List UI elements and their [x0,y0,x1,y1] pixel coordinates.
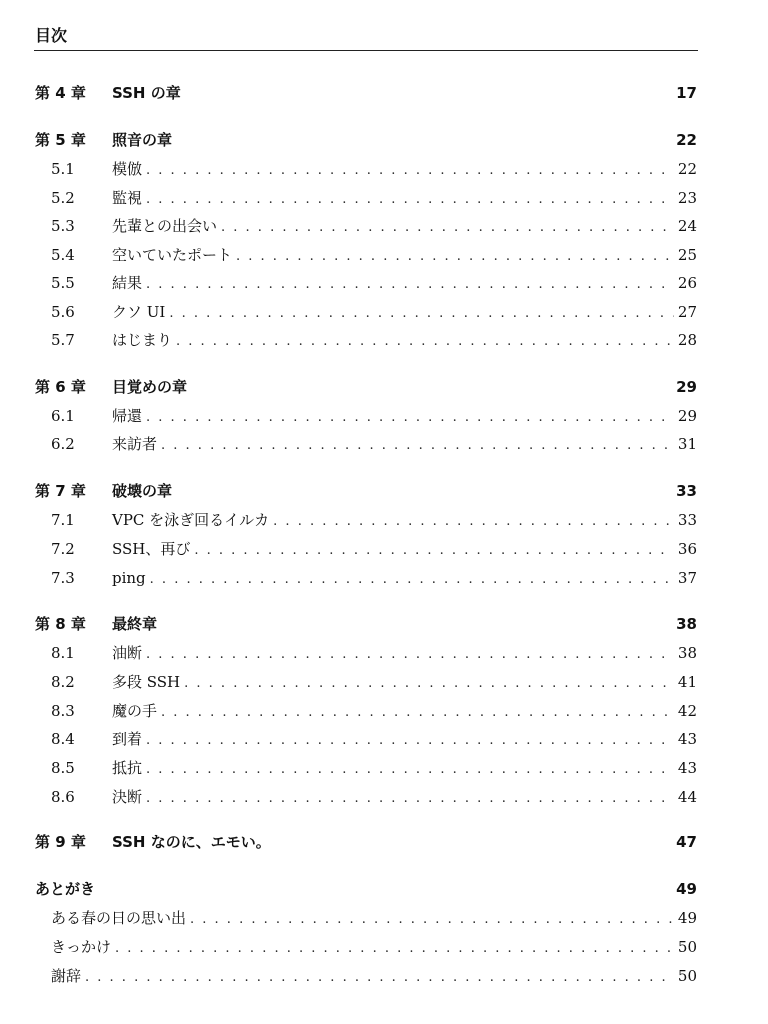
section-title: 多段 SSH [112,670,184,694]
section-number: 6.2 [51,435,75,453]
dot-leader [190,908,674,932]
section-number: 8.6 [51,788,75,806]
chapter-title: 目覚めの章 [112,378,188,396]
chapter-6[interactable] [0,375,768,399]
section-number: 8.3 [51,702,75,720]
section-7-2[interactable] [0,537,768,561]
dot-leader [236,245,674,269]
dot-leader [161,434,674,458]
section-page: 27 [677,303,697,321]
section-title: 帰還 [112,404,146,428]
chapter-8[interactable] [0,612,768,636]
chapter-title: 破壊の章 [112,482,173,500]
dot-leader [146,188,674,212]
section-8-5[interactable] [0,756,768,780]
section-number: 5.5 [51,274,75,292]
section-title: 来訪者 [112,432,161,456]
section-title: ある春の日の思い出 [51,906,190,930]
toc-title: 目次 [35,26,68,45]
chapter-page: 22 [676,131,697,149]
section-title: クソ UI [112,300,169,324]
section-title: SSH、再び [112,537,194,561]
dot-leader [146,406,674,430]
section-8-6[interactable] [0,785,768,809]
chapter-number: 第 5 章 [35,131,86,149]
section-page: 38 [677,644,697,662]
section-title: VPC を泳ぎ回るイルカ [112,508,273,532]
section-number: 5.2 [51,189,75,207]
chapter-page: 33 [676,482,697,500]
dot-leader [169,302,674,326]
section-page: 43 [677,759,697,777]
section-8-3[interactable] [0,699,768,723]
dot-leader [273,510,674,534]
chapter-number: 第 9 章 [35,833,86,851]
dot-leader [146,729,674,753]
section-number: 5.7 [51,331,75,349]
chapter-page: 47 [676,833,697,851]
section-number: 8.4 [51,730,75,748]
section-page: 23 [677,189,697,207]
afterword-section-2[interactable] [0,935,768,959]
section-title: 油断 [112,641,146,665]
section-number: 5.1 [51,160,75,178]
section-title: 謝辞 [51,964,85,988]
section-page: 28 [677,331,697,349]
dot-leader [194,539,674,563]
section-number: 5.6 [51,303,75,321]
dot-leader [221,216,674,240]
section-7-3[interactable] [0,566,768,590]
section-number: 6.1 [51,407,75,425]
section-5-1[interactable] [0,157,768,181]
section-page: 29 [677,407,697,425]
section-6-1[interactable] [0,404,768,428]
section-page: 25 [677,246,697,264]
dot-leader [146,758,674,782]
chapter-title: 照音の章 [112,131,173,149]
section-title: 先輩との出会い [112,214,221,238]
section-5-3[interactable] [0,214,768,238]
section-page: 36 [677,540,697,558]
section-number: 7.3 [51,569,75,587]
section-5-4[interactable] [0,243,768,267]
section-page: 50 [677,967,697,985]
dot-leader [146,273,674,297]
dot-leader [150,568,674,592]
dot-leader [184,672,674,696]
section-page: 44 [677,788,697,806]
section-title: 決断 [112,785,146,809]
section-number: 5.3 [51,217,75,235]
section-5-6[interactable] [0,300,768,324]
section-6-2[interactable] [0,432,768,456]
dot-leader [115,937,674,961]
section-title: 監視 [112,186,146,210]
chapter-5[interactable] [0,128,768,152]
section-title: 抵抗 [112,756,146,780]
dot-leader [146,643,674,667]
chapter-4[interactable] [0,81,768,105]
section-5-5[interactable] [0,271,768,295]
section-number: 8.1 [51,644,75,662]
afterword-page: 49 [676,880,697,898]
chapter-number: 第 7 章 [35,482,86,500]
chapter-title: 最終章 [112,615,158,633]
dot-leader [146,787,674,811]
section-5-2[interactable] [0,186,768,210]
afterword-section-1[interactable] [0,906,768,930]
section-title: 模倣 [112,157,146,181]
section-number: 5.4 [51,246,75,264]
section-number: 7.1 [51,511,75,529]
section-title: きっかけ [51,935,115,959]
chapter-page: 17 [676,84,697,102]
dot-leader [176,330,674,354]
dot-leader [161,701,674,725]
section-title: 到着 [112,727,146,751]
afterword-title: あとがき [35,880,96,898]
section-page: 33 [677,511,697,529]
section-8-4[interactable] [0,727,768,751]
section-5-7[interactable] [0,328,768,352]
section-page: 42 [677,702,697,720]
dot-leader [146,159,674,183]
section-title: 結果 [112,271,146,295]
chapter-page: 29 [676,378,697,396]
section-number: 8.2 [51,673,75,691]
section-page: 31 [677,435,697,453]
afterword-section-3[interactable] [0,964,768,988]
section-page: 41 [677,673,697,691]
section-title: はじまり [112,328,176,352]
section-7-1[interactable] [0,508,768,532]
section-page: 37 [677,569,697,587]
afterword[interactable] [0,877,768,901]
title-rule [34,50,698,51]
section-page: 43 [677,730,697,748]
dot-leader [85,966,674,990]
section-number: 7.2 [51,540,75,558]
chapter-title: SSH なのに、エモい。 [112,833,271,851]
chapter-number: 第 6 章 [35,378,86,396]
section-page: 49 [677,909,697,927]
section-page: 22 [677,160,697,178]
chapter-number: 第 8 章 [35,615,86,633]
chapter-9[interactable] [0,830,768,854]
chapter-7[interactable] [0,479,768,503]
section-title: ping [112,566,150,590]
section-8-2[interactable] [0,670,768,694]
section-title: 空いていたポート [112,243,236,267]
chapter-number: 第 4 章 [35,84,86,102]
section-title: 魔の手 [112,699,161,723]
section-page: 26 [677,274,697,292]
chapter-title: SSH の章 [112,84,181,102]
section-8-1[interactable] [0,641,768,665]
section-page: 50 [677,938,697,956]
chapter-page: 38 [676,615,697,633]
section-page: 24 [677,217,697,235]
section-number: 8.5 [51,759,75,777]
